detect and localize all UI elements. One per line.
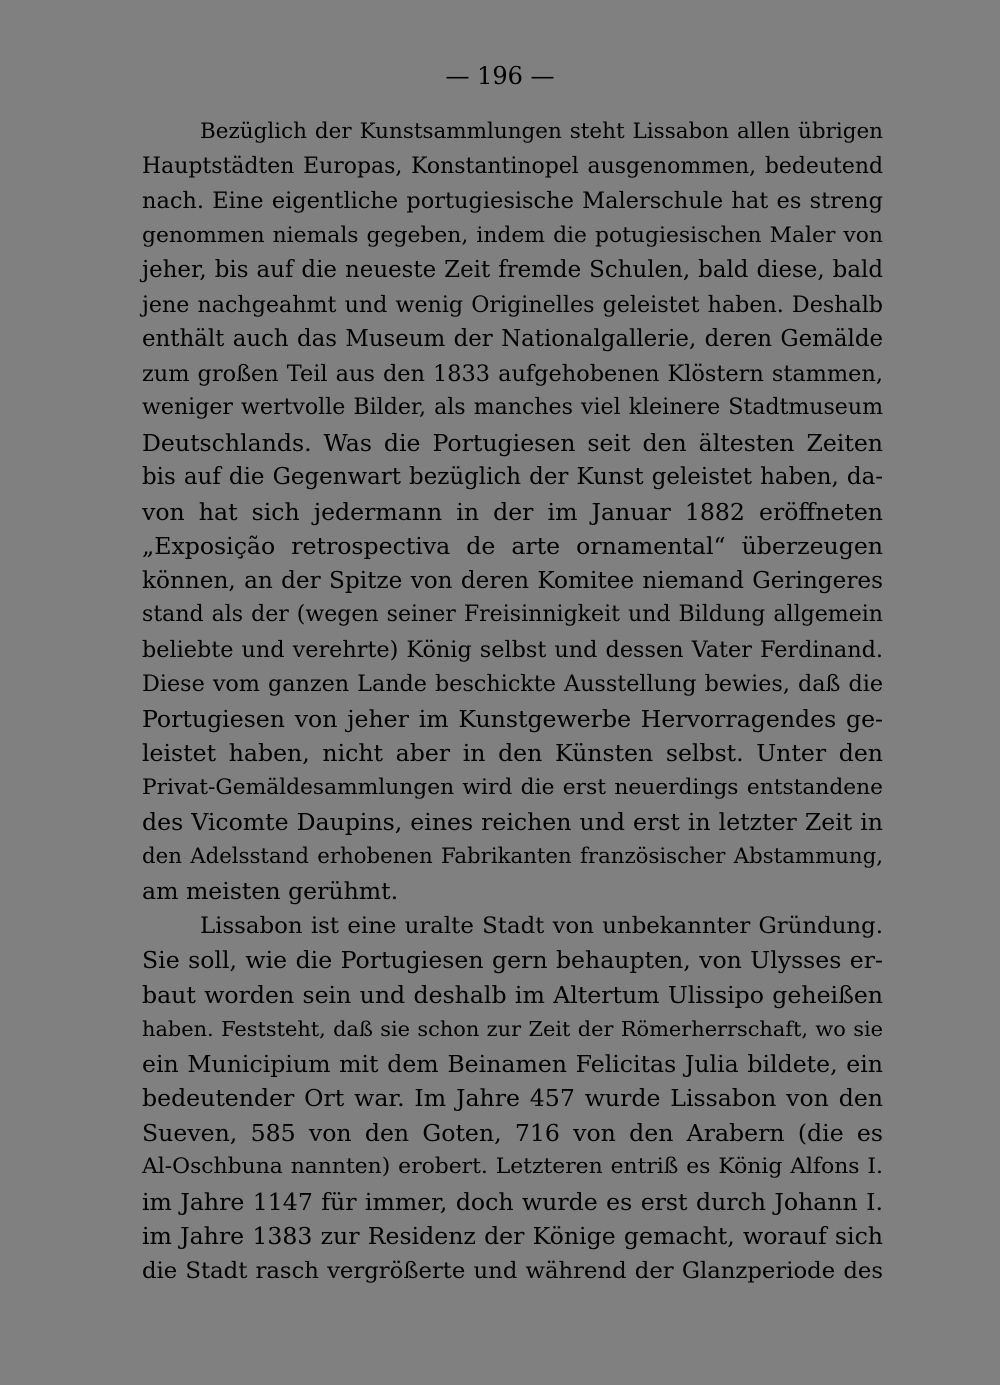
text-line: leistet haben, nicht aber in den Künsten selbst. Unter den xyxy=(142,739,883,767)
text-line: Hauptstädten Europas, Konstantinopel ausgenommen, bedeutend xyxy=(142,153,883,179)
text-line: zum großen Teil aus den 1833 aufgehobenen Klöstern stammen, xyxy=(142,360,883,387)
text-line: Portugiesen von jeher im Kunstgewerbe Hervorragendes ge- xyxy=(142,704,883,733)
text-line: Bezüglich der Kunstsammlungen steht Lissabon allen übrigen xyxy=(200,119,883,144)
text-line: ein Municipium mit dem Beinamen Felicitas Julia bildete, ein xyxy=(142,1049,883,1078)
text-line: bis auf die Gegenwart bezüglich der Kunst geleistet haben, da- xyxy=(142,464,883,490)
text-line: genommen niemals gegeben, indem die potugiesischen Maler von xyxy=(142,222,883,248)
text-line: Sie soll, wie die Portugiesen gern behaupten, von Ulysses er- xyxy=(142,946,883,974)
text-line: Lissabon ist eine uralte Stadt von unbekannter Gründung. xyxy=(200,912,883,939)
text-line: am meisten gerühmt. xyxy=(142,877,399,905)
text-line: haben. Feststeht, daß sie schon zur Zeit der Römerherrschaft, wo sie xyxy=(142,1017,883,1041)
text-line: Sueven, 585 von den Goten, 716 von den Arabern (die es xyxy=(142,1118,883,1147)
text-line: des Vicomte Daupins, eines reichen und erst in letzter Zeit in xyxy=(142,808,883,836)
text-line: die Stadt rasch vergrößerte und während der Glanzperiode des xyxy=(142,1257,883,1284)
text-line: den Adelsstand erhobenen Fabrikanten französischer Abstammung, xyxy=(142,843,883,869)
text-line: baut worden sein und deshalb im Altertum Ulissipo geheißen xyxy=(142,980,883,1009)
text-line: weniger wertvolle Bilder, als manches viel kleinere Stadtmuseum xyxy=(142,395,883,420)
text-line: bedeutender Ort war. Im Jahre 457 wurde Lissabon von den xyxy=(142,1084,883,1112)
text-line: im Jahre 1147 für immer, doch wurde es erst durch Johann I. xyxy=(142,1187,883,1216)
page-number: — 196 — xyxy=(445,62,555,90)
text-line: jene nachgeahmt und wenig Originelles geleistet haben. Deshalb xyxy=(142,291,883,318)
text-line: von hat sich jedermann in der im Januar 1882 eröffneten xyxy=(142,497,883,526)
body-text xyxy=(142,115,883,1288)
text-line: „Exposição retrospectiva de arte ornamental“ überzeugen xyxy=(142,532,883,560)
text-line: im Jahre 1383 zur Residenz der Könige gemacht, worauf sich xyxy=(142,1222,883,1250)
text-line: nach. Eine eigentliche portugiesische Malerschule hat es streng xyxy=(142,188,883,214)
text-line: beliebte und verehrte) König selbst und dessen Vater Ferdinand. xyxy=(142,636,883,663)
text-line: jeher, bis auf die neueste Zeit fremde Schulen, bald diese, bald xyxy=(142,257,883,283)
text-line: Privat-Gemäldesammlungen wird die erst neuerdings entstandene xyxy=(142,774,883,800)
text-line: Diese vom ganzen Lande beschickte Ausstellung bewies, daß die xyxy=(142,671,883,697)
text-line: stand als der (wegen seiner Freisinnigkeit und Bildung allgemein xyxy=(142,602,883,627)
text-line: enthält auch das Museum der Nationalgallerie, deren Gemälde xyxy=(142,326,883,352)
text-line: können, an der Spitze von deren Komitee niemand Geringeres xyxy=(142,567,883,594)
text-line: Deutschlands. Was die Portugiesen seit den ältesten Zeiten xyxy=(142,428,883,457)
text-line: Al-Oschbuna nannten) erobert. Letzteren entriß es König Alfons I. xyxy=(142,1154,883,1179)
